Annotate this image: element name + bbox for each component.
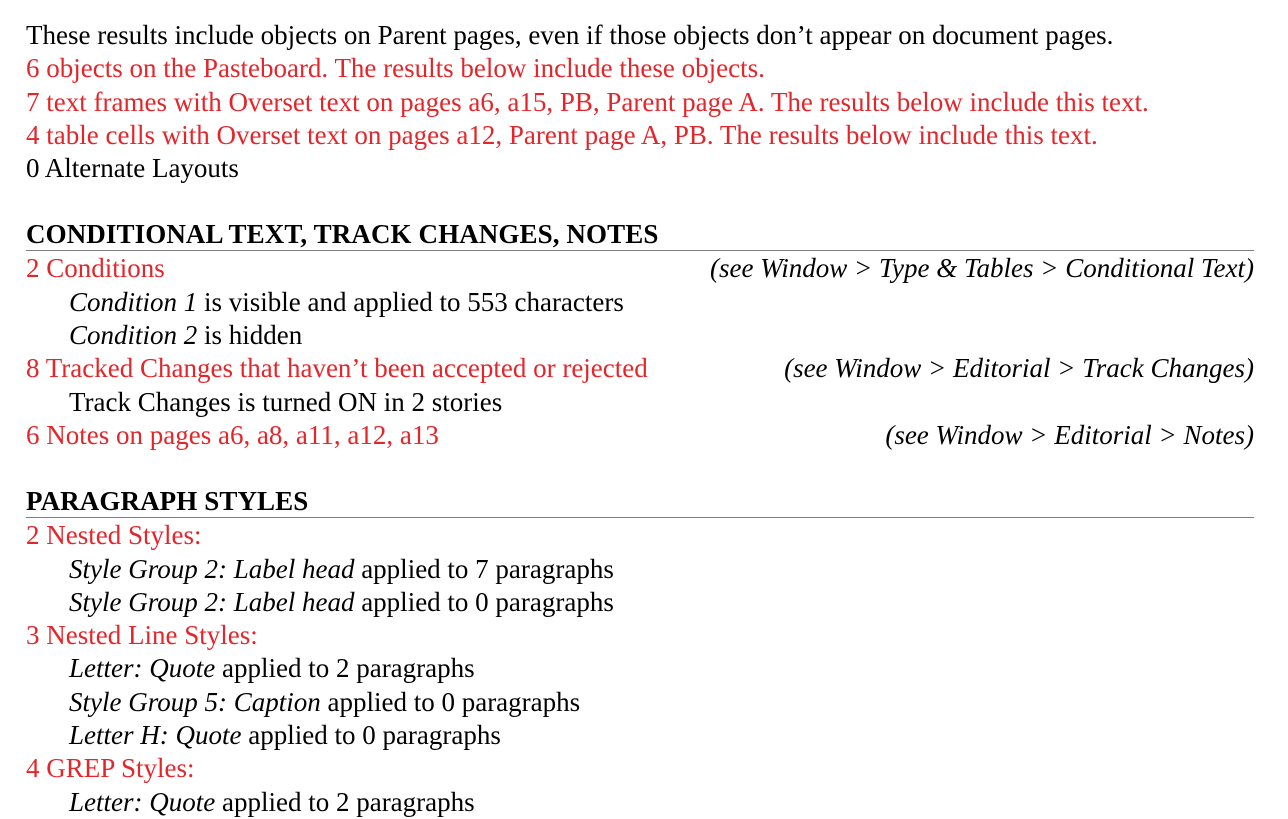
style-name: Style Group 2: Label head	[69, 553, 355, 584]
section-heading-conditional: CONDITIONAL TEXT, TRACK CHANGES, NOTES	[26, 218, 1254, 251]
condition-item	[26, 319, 1254, 352]
nested-styles-label: 2 Nested Styles:	[26, 520, 202, 551]
grep-styles-label: 4 GREP Styles:	[26, 753, 195, 784]
tracked-changes-row	[26, 352, 1254, 385]
style-item	[26, 719, 1254, 752]
style-detail: applied to 2 paragraphs	[215, 653, 475, 684]
spacer	[26, 452, 1254, 485]
alternate-layouts-count: 0 Alternate Layouts	[26, 153, 239, 184]
parent-pages-note: These results include objects on Parent pages, even if those objects don’t appear on document pages.	[26, 20, 1114, 50]
style-item	[26, 786, 1254, 819]
condition-detail: is hidden	[197, 320, 303, 351]
condition-item	[26, 286, 1254, 319]
condition-name: Condition 2	[69, 320, 198, 351]
style-detail: applied to 7 paragraphs	[354, 553, 614, 584]
nested-line-styles-label: 3 Nested Line Styles:	[26, 620, 258, 651]
conditions-hint: (see Window > Type & Tables > Conditional Text)	[710, 253, 1254, 284]
style-detail: applied to 0 paragraphs	[320, 686, 581, 717]
section-heading-paragraph-styles: PARAGRAPH STYLES	[26, 485, 1254, 518]
condition-name: Condition 1	[69, 286, 198, 317]
style-item	[26, 586, 1254, 619]
tracked-changes-detail: Track Changes is turned ON in 2 stories	[69, 386, 503, 417]
notes-hint: (see Window > Editorial > Notes)	[885, 419, 1254, 450]
tracked-changes-hint: (see Window > Editorial > Track Changes)	[784, 353, 1254, 384]
notes-label: 6 Notes on pages a6, a8, a11, a12, a13	[26, 419, 439, 450]
style-detail: applied to 0 paragraphs	[241, 720, 501, 751]
style-name: Style Group 5: Caption	[69, 686, 321, 717]
notes-row	[26, 419, 1254, 452]
pasteboard-warning: 6 objects on the Pasteboard. The results below include these objects.	[26, 53, 765, 84]
overset-cells-warning: 4 table cells with Overset text on pages a12, Parent page A, PB. The results below include this text.	[26, 119, 1098, 150]
spacer	[26, 185, 1254, 218]
style-name: Letter H: Quote	[69, 720, 242, 751]
style-item	[26, 553, 1254, 586]
overset-frames-warning: 7 text frames with Overset text on pages a6, a15, PB, Parent page A. The results below include this text.	[26, 86, 1149, 117]
style-item	[26, 652, 1254, 685]
style-name: Letter: Quote	[69, 653, 216, 684]
style-name: Style Group 2: Label head	[69, 586, 355, 617]
style-detail: applied to 0 paragraphs	[354, 586, 614, 617]
style-detail: applied to 2 paragraphs	[215, 786, 475, 817]
style-name: Letter: Quote	[69, 786, 216, 817]
style-item	[26, 686, 1254, 719]
conditions-label: 2 Conditions	[26, 253, 165, 284]
conditions-row	[26, 252, 1254, 285]
tracked-changes-label: 8 Tracked Changes that haven’t been accepted or rejected	[26, 353, 648, 384]
condition-detail: is visible and applied to 553 characters	[197, 286, 624, 317]
